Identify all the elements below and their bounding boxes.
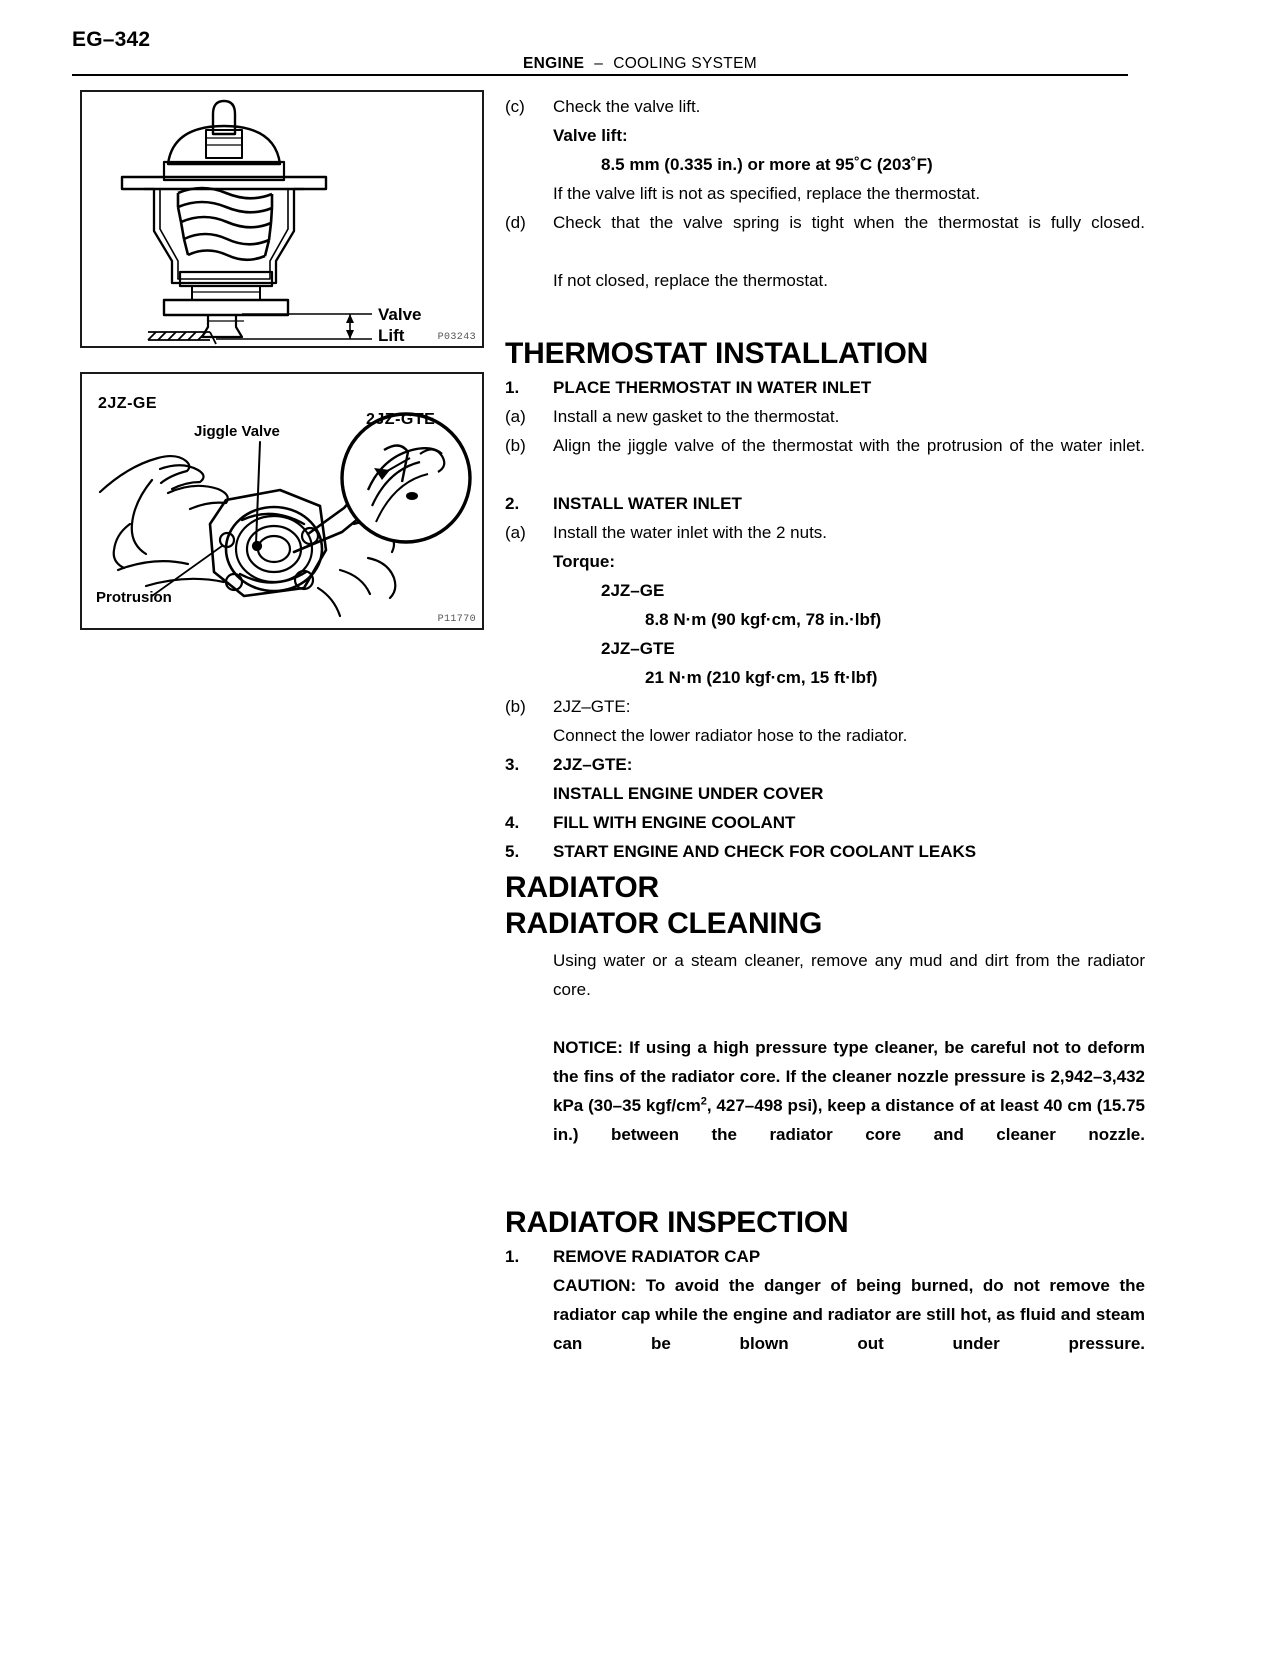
install-step-1b <box>505 431 1145 489</box>
valve-lift-value: 8.5 mm (0.335 in.) or more at 95˚C (203˚F) <box>601 155 933 174</box>
figure-label-valve: Valve <box>378 305 422 324</box>
install-step-5-marker: 5. <box>505 842 520 861</box>
install-step-5-title: START ENGINE AND CHECK FOR COOLANT LEAKS <box>553 842 977 861</box>
page-header <box>0 0 1280 80</box>
step-d-text: Check that the valve spring is tight when the thermostat is fully closed. <box>553 213 1145 232</box>
notice-superscript: 2 <box>700 1095 707 1108</box>
step-d-marker: (d) <box>505 213 526 232</box>
install-step-2b-engine: 2JZ–GTE: <box>553 697 631 716</box>
install-step-2b <box>505 692 1145 721</box>
radiator-cleaning-body: Using water or a steam cleaner, remove any mud and dirt from the radiator core. <box>553 951 1145 999</box>
running-head-topic: COOLING SYSTEM <box>613 55 757 72</box>
figure-label-protrusion: Protrusion <box>96 589 172 606</box>
valve-lift-label: Valve lift: <box>553 126 628 145</box>
install-step-2-title: INSTALL WATER INLET <box>553 494 742 513</box>
inspection-step-1 <box>505 1242 1145 1271</box>
instruction-content <box>505 92 1145 1387</box>
install-step-2b-text: Connect the lower radiator hose to the radiator. <box>553 726 908 745</box>
install-step-1a <box>505 402 1145 431</box>
torque-value-2jz-gte: 21 N·m (210 kgf·cm, 15 ft·lbf) <box>645 668 878 687</box>
header-divider <box>72 74 1128 76</box>
torque-label: Torque: <box>553 552 616 571</box>
figure-label-jiggle-valve: Jiggle Valve <box>194 423 280 440</box>
radiator-cleaning-title: RADIATOR CLEANING <box>505 907 823 940</box>
figure-thermostat-valve-lift <box>80 90 484 348</box>
radiator-cap-caution: CAUTION: To avoid the danger of being burned, do not remove the radiator cap while the engine and radiator are still hot, as fluid and steam can be blown out under pressure. <box>553 1276 1145 1353</box>
install-step-2a-marker: (a) <box>505 523 526 542</box>
step-c-text: Check the valve lift. <box>553 97 701 116</box>
running-head-separator: – <box>594 55 604 72</box>
radiator-title: RADIATOR <box>505 871 659 904</box>
figure-label-lift: Lift <box>378 326 405 345</box>
thermostat-installation-title: THERMOSTAT INSTALLATION <box>505 337 929 370</box>
install-step-2-marker: 2. <box>505 494 520 513</box>
step-c-note: If the valve lift is not as specified, replace the thermostat. <box>553 184 981 203</box>
step-c <box>505 92 1145 121</box>
step-c-marker: (c) <box>505 97 525 116</box>
install-step-2b-marker: (b) <box>505 697 526 716</box>
install-step-1b-marker: (b) <box>505 436 526 455</box>
install-step-1a-text: Install a new gasket to the thermostat. <box>553 407 840 426</box>
thermostat-installation-drawing <box>82 374 482 628</box>
install-step-4 <box>505 808 1145 837</box>
install-step-1 <box>505 373 1145 402</box>
step-d-note: If not closed, replace the thermostat. <box>553 271 828 290</box>
figure-reference-code: P11770 <box>437 614 476 625</box>
install-step-3-title: INSTALL ENGINE UNDER COVER <box>553 784 824 803</box>
install-step-1-marker: 1. <box>505 378 520 397</box>
page-number: EG–342 <box>72 28 151 51</box>
install-step-5 <box>505 837 1145 866</box>
step-d <box>505 208 1145 266</box>
install-step-3 <box>505 750 1145 779</box>
install-step-1a-marker: (a) <box>505 407 526 426</box>
figure-label-2jz-ge: 2JZ-GE <box>98 395 158 412</box>
torque-engine-2jz-gte: 2JZ–GTE <box>601 639 675 658</box>
install-step-3-engine: 2JZ–GTE: <box>553 755 633 774</box>
install-step-4-title: FILL WITH ENGINE COOLANT <box>553 813 796 832</box>
inspection-step-1-title: REMOVE RADIATOR CAP <box>553 1247 761 1266</box>
install-step-1-title: PLACE THERMOSTAT IN WATER INLET <box>553 378 872 397</box>
install-step-2a <box>505 518 1145 547</box>
figure-reference-code: P03243 <box>437 332 476 343</box>
torque-engine-2jz-ge: 2JZ–GE <box>601 581 665 600</box>
install-step-4-marker: 4. <box>505 813 520 832</box>
notice-text-part-2: , 427–498 psi), keep a distance of at least 40 cm (15.75 in.) between the radiator core and cleaner nozzle. <box>553 1096 1146 1144</box>
torque-value-2jz-ge: 8.8 N·m (90 kgf·cm, 78 in.·lbf) <box>645 610 882 629</box>
install-step-3-marker: 3. <box>505 755 520 774</box>
running-head-manual: ENGINE <box>523 55 585 72</box>
notice-text-part-1: NOTICE: If using a high pressure type cleaner, be careful not to deform the fins of the radiator core. If the cleaner nozzle pressure is 2,942–3,432 kPa (30–35 kgf/cm <box>553 1038 1145 1115</box>
radiator-inspection-title: RADIATOR INSPECTION <box>505 1206 849 1239</box>
radiator-cleaning-notice <box>553 1033 1145 1178</box>
install-step-2a-text: Install the water inlet with the 2 nuts. <box>553 523 828 542</box>
figure-label-2jz-gte: 2JZ-GTE <box>366 411 436 428</box>
running-head <box>0 55 1280 73</box>
figure-thermostat-installation <box>80 372 484 630</box>
install-step-1b-text: Align the jiggle valve of the thermostat with the protrusion of the water inlet. <box>553 436 1145 455</box>
inspection-step-1-marker: 1. <box>505 1247 520 1266</box>
thermostat-valve-lift-drawing <box>82 92 482 346</box>
install-step-2 <box>505 489 1145 518</box>
